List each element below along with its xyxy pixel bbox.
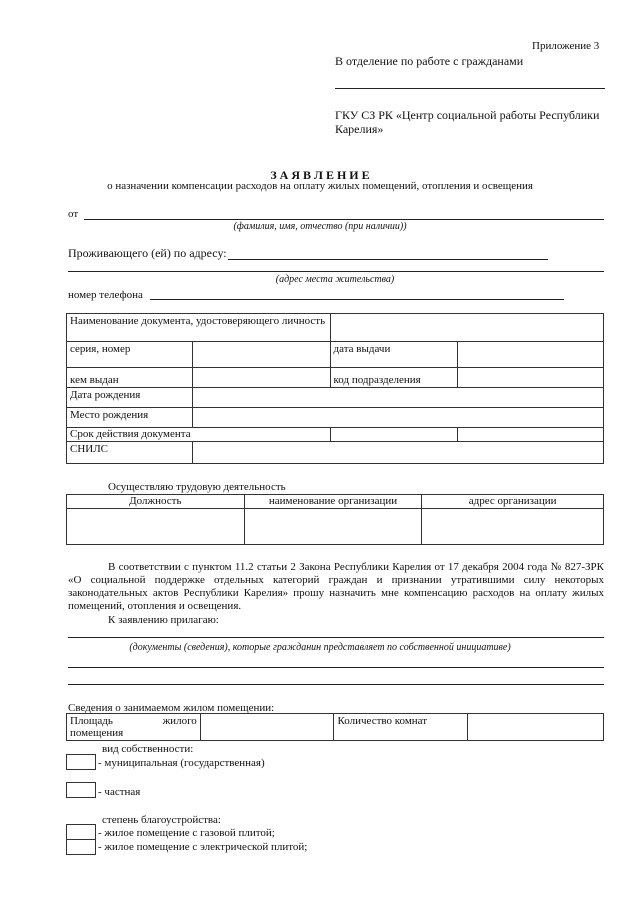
ownership-label: вид собственности: bbox=[102, 743, 194, 755]
id-document-table bbox=[66, 313, 604, 464]
series-number-value[interactable] bbox=[192, 342, 330, 368]
own-private-checkbox[interactable] bbox=[66, 782, 96, 798]
work-label: Осуществляю трудовую деятельность bbox=[108, 481, 286, 493]
doc-name-label: Наименование документа, удостоверяющего личность bbox=[67, 314, 331, 342]
work-col-org: наименование организации bbox=[244, 495, 422, 509]
work-col-address: адрес организации bbox=[422, 495, 604, 509]
validity-value-1[interactable] bbox=[330, 428, 458, 442]
doc-name-value[interactable] bbox=[330, 314, 603, 342]
housing-label: Сведения о занимаемом жилом помещении: bbox=[68, 702, 275, 714]
validity-label: Срок действия документа bbox=[67, 428, 331, 442]
recipient-line-1: В отделение по работе с гражданами bbox=[335, 54, 524, 68]
work-table bbox=[66, 494, 604, 545]
area-value[interactable] bbox=[200, 714, 334, 741]
from-label: от bbox=[68, 208, 79, 220]
amen-electric-checkbox[interactable] bbox=[66, 839, 96, 855]
recipient-line-3: Карелия» bbox=[335, 122, 384, 136]
work-position-value[interactable] bbox=[67, 509, 245, 545]
issued-by-label: кем выдан bbox=[67, 368, 193, 388]
validity-value-2[interactable] bbox=[458, 428, 604, 442]
rooms-label: Количество комнат bbox=[334, 714, 468, 741]
phone-label: номер телефона bbox=[68, 289, 143, 301]
issued-by-value[interactable] bbox=[192, 368, 330, 388]
issue-date-label: дата выдачи bbox=[330, 342, 458, 368]
birth-date-label: Дата рождения bbox=[67, 388, 193, 408]
address-input-line[interactable] bbox=[228, 259, 548, 260]
issue-date-value[interactable] bbox=[458, 342, 604, 368]
snils-label: СНИЛС bbox=[67, 442, 193, 464]
work-address-value[interactable] bbox=[422, 509, 604, 545]
dept-code-label: код подразделения bbox=[330, 368, 458, 388]
request-paragraph: В соответствии с пунктом 11.2 статьи 2 Закона Республики Карелия от 17 декабря 2004 года № 827-ЗРК «О социальной поддержке отдельных категорий граждан и признании утратившими силу некоторых законодательных актов Республики Карелия» прошу назначить мне компенсацию расходов на оплату жилых помещений, отопления и освещения. bbox=[68, 561, 604, 612]
work-org-value[interactable] bbox=[244, 509, 422, 545]
amenities-label: степень благоустройства: bbox=[102, 814, 221, 826]
phone-input-line[interactable] bbox=[150, 299, 564, 300]
address-label: Проживающего (ей) по адресу: bbox=[68, 246, 227, 260]
amen-gas-label: - жилое помещение с газовой плитой; bbox=[98, 827, 275, 839]
page-subtitle: о назначении компенсации расходов на оплату жилых помещений, отопления и освещения bbox=[107, 180, 533, 192]
appendix-label: Приложение 3 bbox=[532, 40, 600, 52]
amen-electric-label: - жилое помещение с электрической плитой; bbox=[98, 841, 308, 853]
rooms-value[interactable] bbox=[468, 714, 604, 741]
address-hint: (адрес места жительства) bbox=[275, 274, 395, 285]
address-input-line-2[interactable] bbox=[68, 271, 604, 272]
birth-date-value[interactable] bbox=[192, 388, 603, 408]
birth-place-label: Место рождения bbox=[67, 408, 193, 428]
fio-hint: (фамилия, имя, отчество (при наличии)) bbox=[233, 221, 407, 232]
series-number-label: серия, номер bbox=[67, 342, 193, 368]
attach-label: К заявлению прилагаю: bbox=[108, 614, 219, 626]
snils-value[interactable] bbox=[192, 442, 603, 464]
fio-input-line[interactable] bbox=[84, 219, 604, 220]
attach-hint: (документы (сведения), которые гражданин представляет по собственной инициативе) bbox=[129, 642, 511, 653]
area-label: Площадь жилого помещения bbox=[67, 714, 201, 741]
own-municipal-label: - муниципальная (государственная) bbox=[98, 757, 265, 769]
page-title: З А Я В Л Е Н И Е bbox=[270, 168, 370, 182]
amen-gas-checkbox[interactable] bbox=[66, 824, 96, 840]
own-municipal-checkbox[interactable] bbox=[66, 754, 96, 770]
work-col-position: Должность bbox=[67, 495, 245, 509]
dept-code-value[interactable] bbox=[458, 368, 604, 388]
recipient-line-2: ГКУ СЗ РК «Центр социальной работы Республики bbox=[335, 108, 600, 122]
attach-input-line-2[interactable] bbox=[68, 667, 604, 668]
housing-table bbox=[66, 713, 604, 741]
birth-place-value[interactable] bbox=[192, 408, 603, 428]
attach-input-line-3[interactable] bbox=[68, 684, 604, 685]
attach-input-line-1[interactable] bbox=[68, 637, 604, 638]
own-private-label: - частная bbox=[98, 786, 141, 798]
recipient-blank-line[interactable] bbox=[335, 88, 605, 89]
